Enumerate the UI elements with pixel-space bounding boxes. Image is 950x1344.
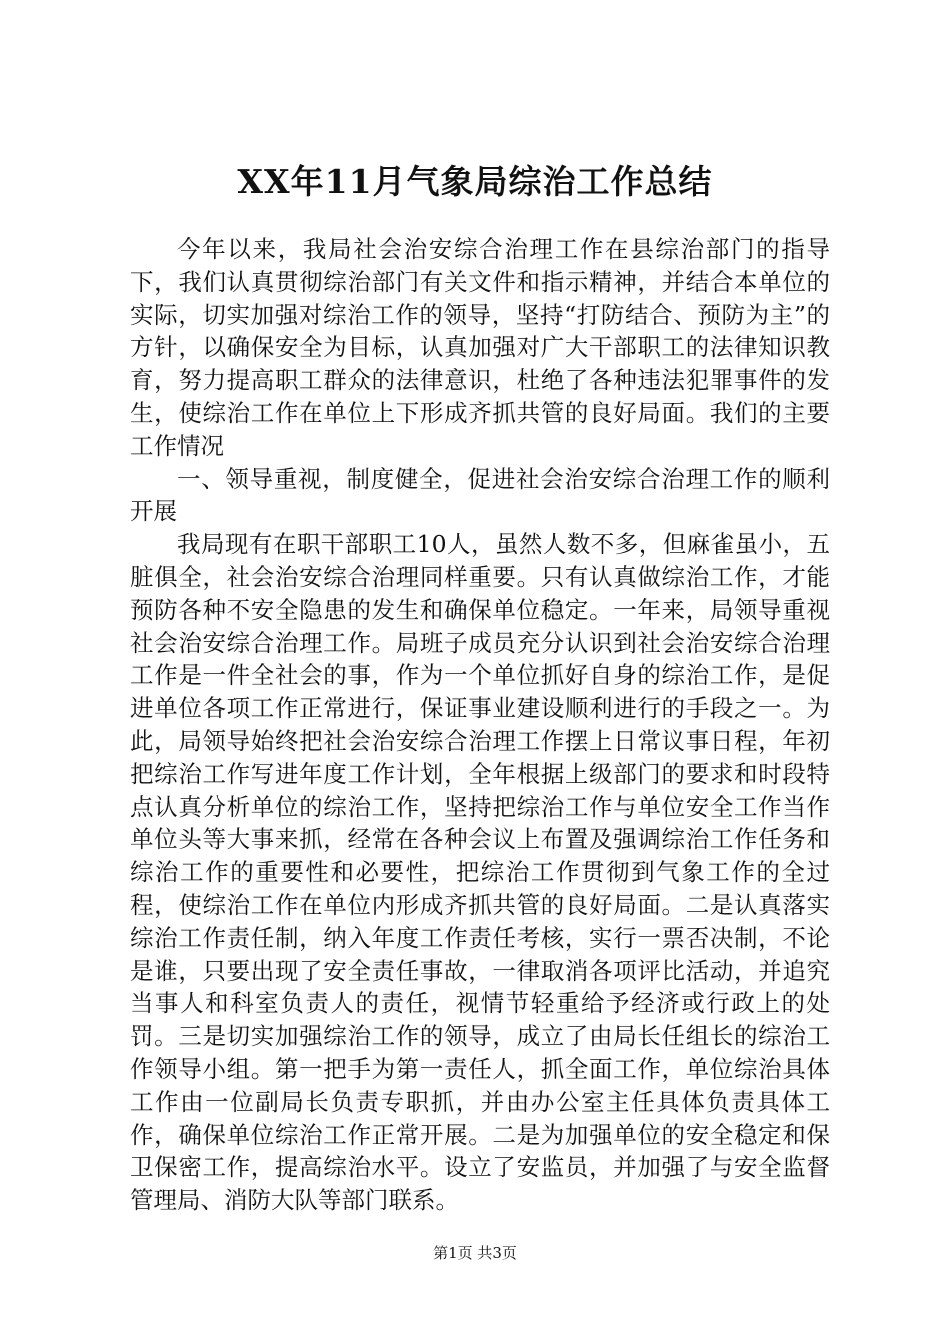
section-heading-1: 一、领导重视，制度健全，促进社会治安综合治理工作的顺利开展 [130,464,830,526]
paragraph-section-1: 我局现有在职干部职工10人，虽然人数不多，但麻雀虽小，五脏俱全，社会治安综合治理同样重要。只有认真做综治工作，才能预防各种不安全隐患的发生和确保单位稳定。一年来，局领导重视社会治安综合治理工作。局班子成员充分认识到社会治安综合治理工作是一件全社会的事，作为一个单位抓好自身的综治工作，是促进单位各项工作正常进行，保证事业建设顺利进行的手段之一。为此，局领导始终把社会治安综合治理工作摆上日常议事日程，年初把综治工作写进年度工作计划，全年根据上级部门的要求和时段特点认真分析单位的综治工作，坚持把综治工作与单位安全工作当作单位头等大事来抓，经常在各种会议上布置及强调综治工作任务和综治工作的重要性和必要性，把综治工作贯彻到气象工作的全过程，使综治工作在单位内形成齐抓共管的良好局面。二是认真落实综治工作责任制，纳入年度工作责任考核，实行一票否决制，不论是谁，只要出现了安全责任事故，一律取消各项评比活动，并追究当事人和科室负责人的责任，视情节轻重给予经济或行政上的处罚。三是切实加强综治工作的领导，成立了由局长任组长的综治工作领导小组。第一把手为第一责任人，抓全面工作，单位综治具体工作由一位副局长负责专职抓，并由办公室主任具体负责具体工作，确保单位综治工作正常开展。二是为加强单位的安全稳定和保卫保密工作，提高综治水平。设立了安监员，并加强了与安全监督管理局、消防大队等部门联系。 [130,530,830,1215]
document-body [130,233,830,1217]
paragraph-intro: 今年以来，我局社会治安综合治理工作在县综治部门的指导下，我们认真贯彻综治部门有关文件和指示精神，并结合本单位的实际，切实加强对综治工作的领导，坚持“打防结合、预防为主”的方针，以确保安全为目标，认真加强对广大干部职工的法律知识教育，努力提高职工群众的法律意识，杜绝了各种违法犯罪事件的发生，使综治工作在单位上下形成齐抓共管的良好局面。我们的主要工作情况 [130,235,830,460]
page-footer: 第1页 共3页 [433,1244,517,1262]
document-title: XX年11月气象局综治工作总结 [237,162,713,201]
